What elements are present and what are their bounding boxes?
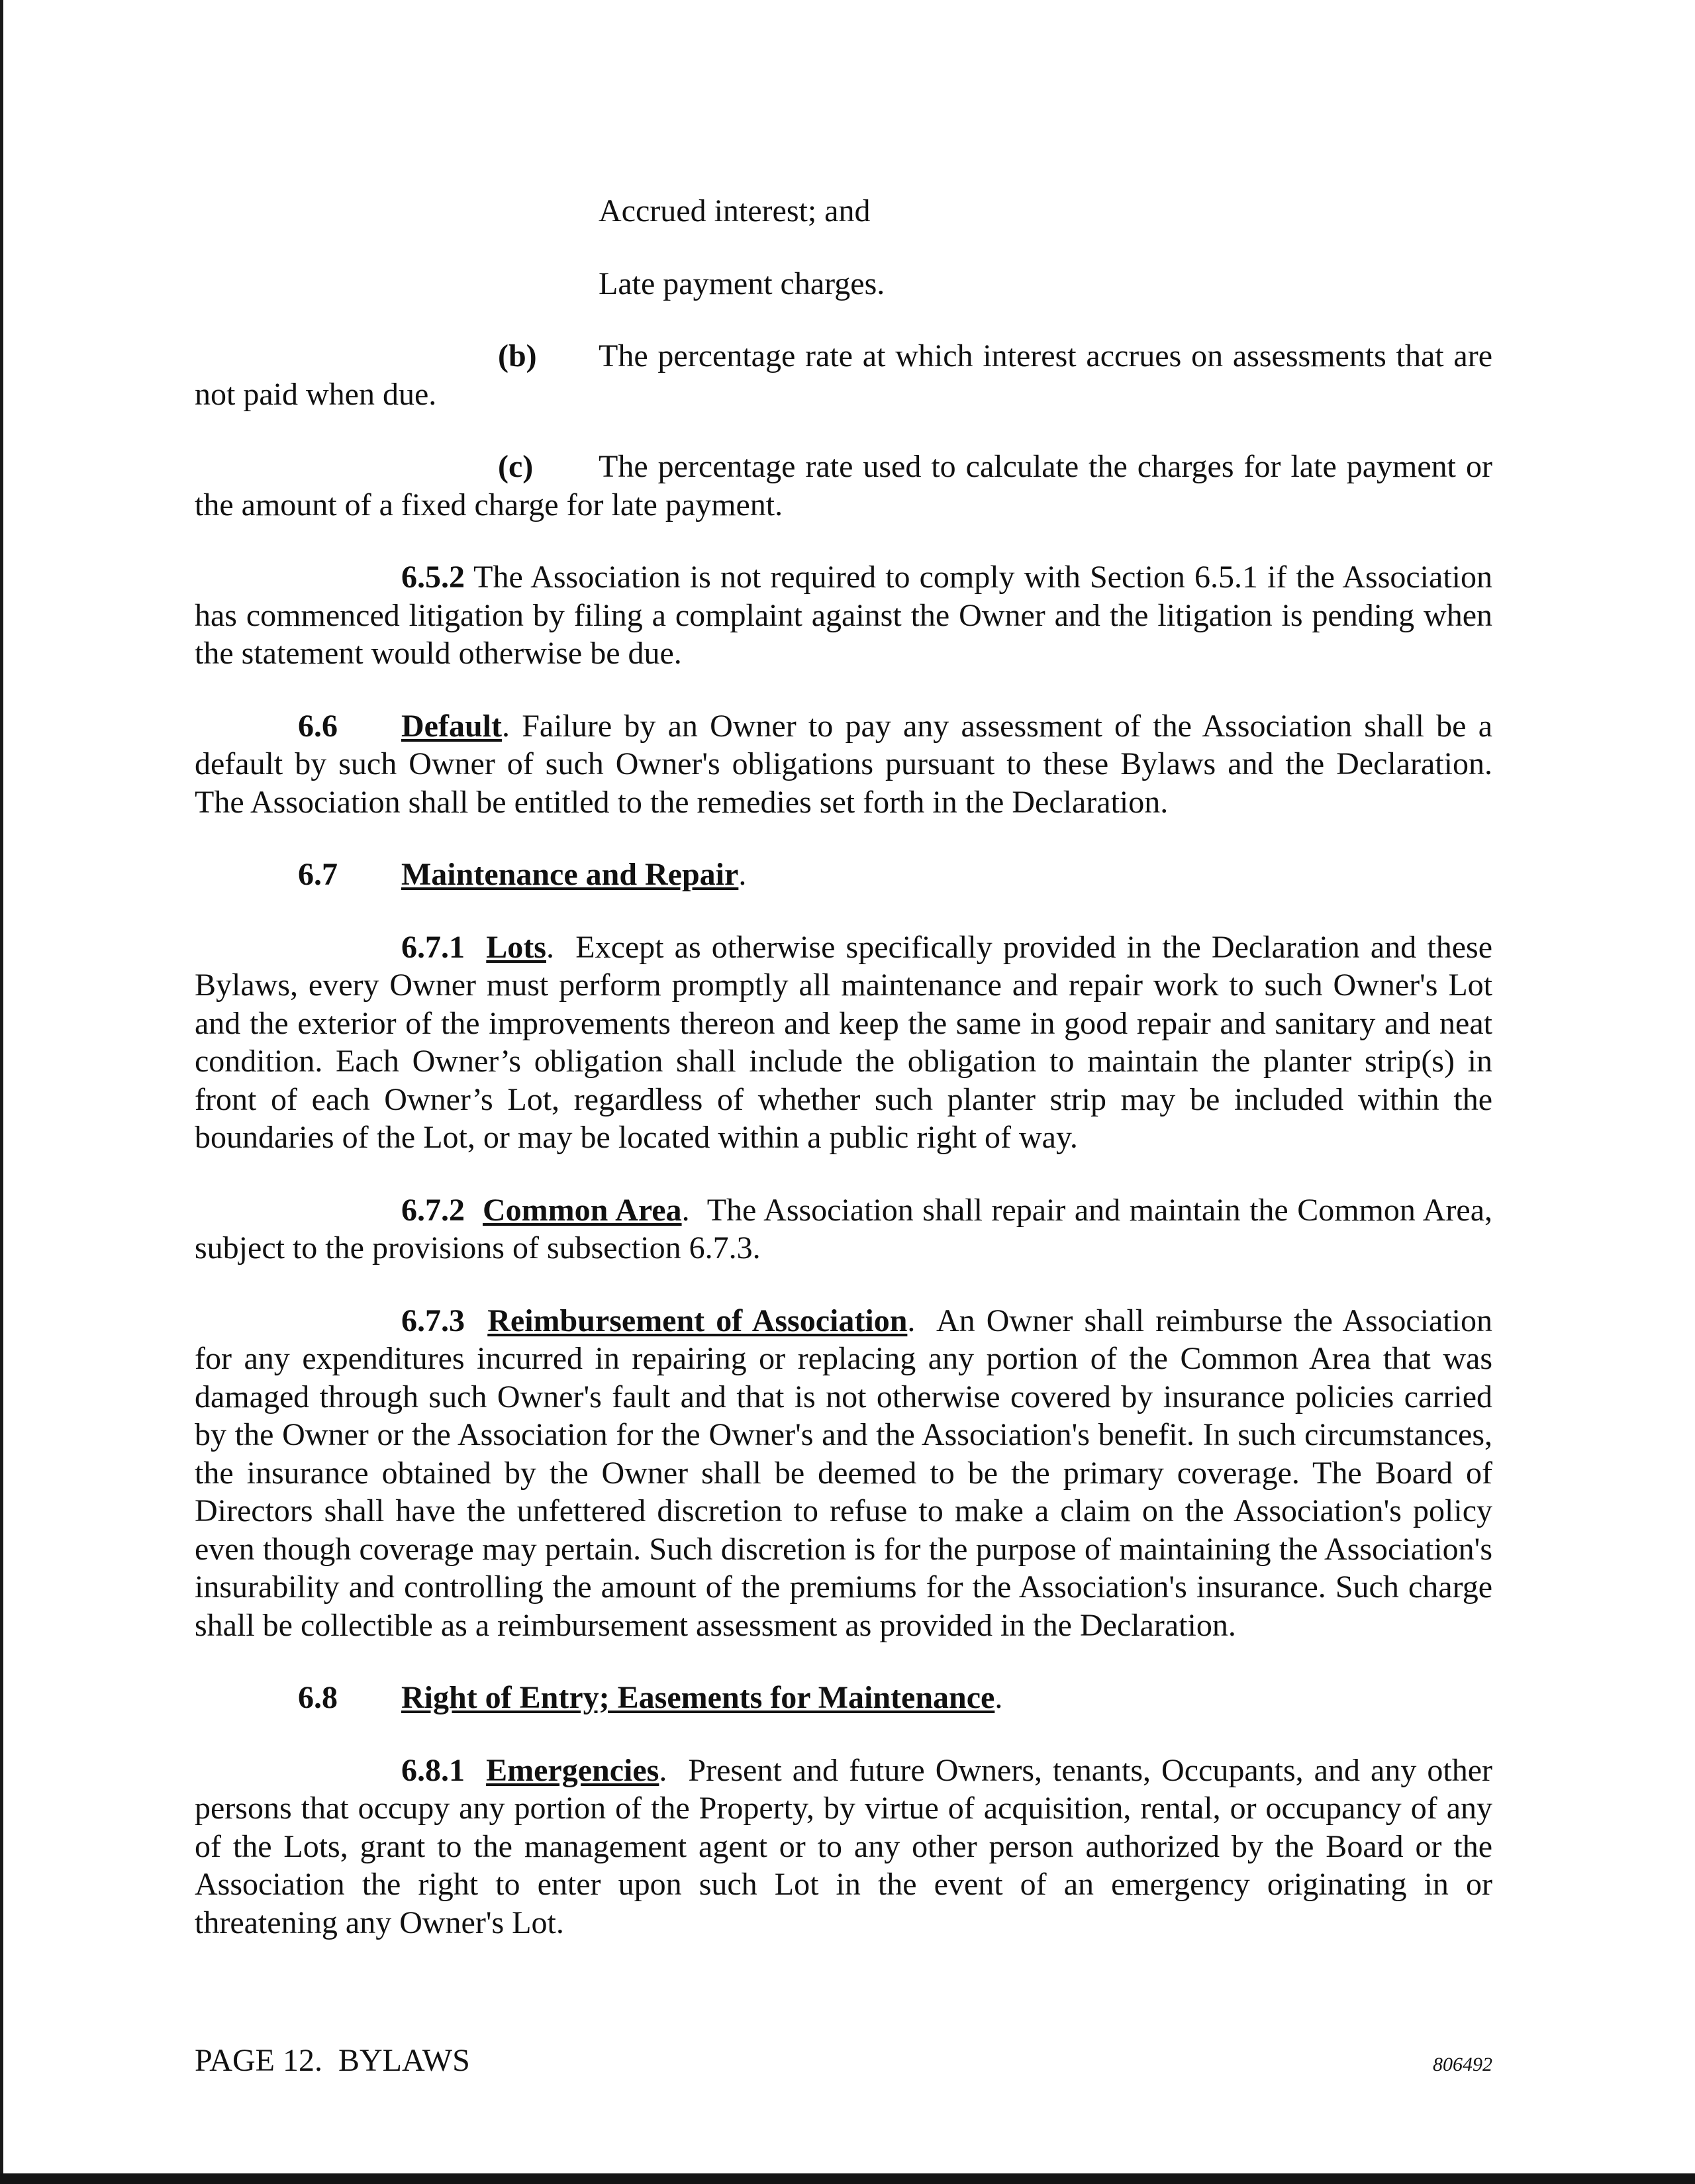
list-line-late-payment: Late payment charges.: [599, 266, 885, 301]
section-6-7-3-number: 6.7.3: [401, 1303, 465, 1338]
section-6-8-1-text: Present and future Owners, tenants, Occupants, and any other persons that occupy any portion of the Property, by virtue of acquisition, rental, or occupancy of any of the Lots, grant to the management agent or to any other person authorized by the Board or the Association the right to enter upon such Lot in the event of an emergency originating in or threatening any Owner's Lot.: [195, 1752, 1492, 1940]
section-6-7-1-number: 6.7.1: [401, 929, 465, 965]
section-6-8-1: 6.8.1 Emergencies. Present and future Owners, tenants, Occupants, and any other persons that occupy any portion of the Property, by virtue of acquisition, rental, or occupancy of any of the Lots, grant to the management agent or to any other person authorized by the Board or the Association the right to enter upon such Lot in the event of an emergency originating in or threatening any Owner's Lot.: [195, 1752, 1492, 1940]
section-6-7-3-text: An Owner shall reimburse the Association for any expenditures incurred in repairing or replacing any portion of the Common Area that was damaged through such Owner's fault and that is not otherwise covered by insurance policies carried by the Owner or the Association for the Owner's and the Association's benefit. In such circumstances, the insurance obtained by the Owner shall be deemed to be the primary coverage. The Board of Directors shall have the unfettered discretion to refuse to make a claim on the Association's policy even though coverage may pertain. Such discretion is for the purpose of maintaining the Association's insurability and controlling the amount of the premiums for the Association's insurance. Such charge shall be collectible as a reimbursement assessment as provided in the Declaration.: [195, 1303, 1493, 1643]
section-6-7-title: Maintenance and Repair: [401, 857, 739, 892]
paragraph-b: [195, 337, 1492, 413]
scan-left-edge: [0, 0, 3, 2173]
section-6-7-number: 6.7: [298, 857, 338, 892]
scan-bottom-edge: [0, 2173, 1695, 2184]
section-6-7-2-title: Common Area: [482, 1192, 682, 1228]
footer-document-number: 806492: [1433, 2054, 1492, 2075]
section-6-5-2: [195, 558, 1492, 673]
section-6-6: 6.6 Default. Failure by an Owner to pay any assessment of the Association shall be a default by such Owner of such Owner's obligations pursuant to these Bylaws and the Declaration. The Association shall be entitled to the remedies set forth in the Declaration.: [195, 708, 1493, 820]
section-6-6-number: 6.6: [298, 708, 338, 744]
section-6-8-1-number: 6.8.1: [401, 1752, 465, 1788]
section-6-7-2-number: 6.7.2: [401, 1192, 465, 1228]
paragraph-b-text: The percentage rate at which interest accrues on assessments that are not paid when due.: [195, 338, 1492, 412]
section-6-8-1-title: Emergencies: [486, 1752, 659, 1788]
section-6-7-2: 6.7.2 Common Area. The Association shall repair and maintain the Common Area, subject to the provisions of subsection 6.7.3.: [195, 1192, 1492, 1266]
section-6-7-1-text: Except as otherwise specifically provided in the Declaration and these Bylaws, every Owner must perform promptly all maintenance and repair work to such Owner's Lot and the exterior of the improvements thereon and keep the same in good repair and sanitary and neat condition. Each Owner’s obligation shall include the obligation to maintain the planter strip(s) in front of each Owner’s Lot, regardless of whether such planter strip may be included within the boundaries of the Lot, or may be located within a public right of way.: [195, 929, 1492, 1155]
section-6-6-text: Failure by an Owner to pay any assessment of the Association shall be a default by such Owner of such Owner's obligations pursuant to these Bylaws and the Declaration. The Association shall be entitled to the remedies set forth in the Declaration.: [195, 708, 1493, 820]
section-6-5-2-text: The Association is not required to comply with Section 6.5.1 if the Association has commenced litigation by filing a complaint against the Owner and the litigation is pending when the statement would otherwise be due.: [195, 560, 1492, 671]
section-6-7-2-text: The Association shall repair and maintain the Common Area, subject to the provisions of subsection 6.7.3.: [195, 1192, 1492, 1266]
section-6-7-3: 6.7.3 Reimbursement of Association. An Owner shall reimburse the Association for any expenditures incurred in repairing or replacing any portion of the Common Area that was damaged through such Owner's fault and that is not otherwise covered by insurance policies carried by the Owner or the Association for the Owner's and the Association's benefit. In such circumstances, the insurance obtained by the Owner shall be deemed to be the primary coverage. The Board of Directors shall have the unfettered discretion to refuse to make a claim on the Association's policy even though coverage may pertain. Such discretion is for the purpose of maintaining the Association's insurability and controlling the amount of the premiums for the Association's insurance. Such charge shall be collectible as a reimbursement assessment as provided in the Declaration.: [195, 1303, 1493, 1643]
page-footer: [195, 2042, 1492, 2079]
document-page: [195, 192, 1492, 1942]
paragraph-c: [195, 448, 1492, 524]
section-6-6-title: Default: [401, 708, 502, 744]
section-6-7-1: 6.7.1 Lots. Except as otherwise specifically provided in the Declaration and these Bylaws, every Owner must perform promptly all maintenance and repair work to such Owner's Lot and the exterior of the improvements thereon and keep the same in good repair and sanitary and neat condition. Each Owner’s obligation shall include the obligation to maintain the planter strip(s) in front of each Owner’s Lot, regardless of whether such planter strip may be included within the boundaries of the Lot, or may be located within a public right of way.: [195, 929, 1492, 1155]
section-6-5-2-number: 6.5.2: [401, 560, 465, 595]
section-6-8-title: Right of Entry; Easements for Maintenance: [401, 1680, 995, 1715]
paragraph-c-label: (c): [498, 449, 534, 484]
footer-page-label: PAGE 12. BYLAWS: [195, 2043, 470, 2078]
section-6-8-number: 6.8: [298, 1680, 338, 1715]
paragraph-c-text: The percentage rate used to calculate the charges for late payment or the amount of a fixed charge for late payment.: [195, 449, 1492, 522]
section-6-7-1-title: Lots: [486, 929, 546, 965]
section-6-7-heading: 6.7 Maintenance and Repair.: [195, 856, 1492, 894]
section-6-8-heading: 6.8 Right of Entry; Easements for Maintenance.: [195, 1679, 1492, 1717]
list-line-accrued-interest: Accrued interest; and: [599, 193, 871, 228]
paragraph-b-label: (b): [498, 338, 537, 373]
section-6-7-3-title: Reimbursement of Association: [487, 1303, 908, 1338]
